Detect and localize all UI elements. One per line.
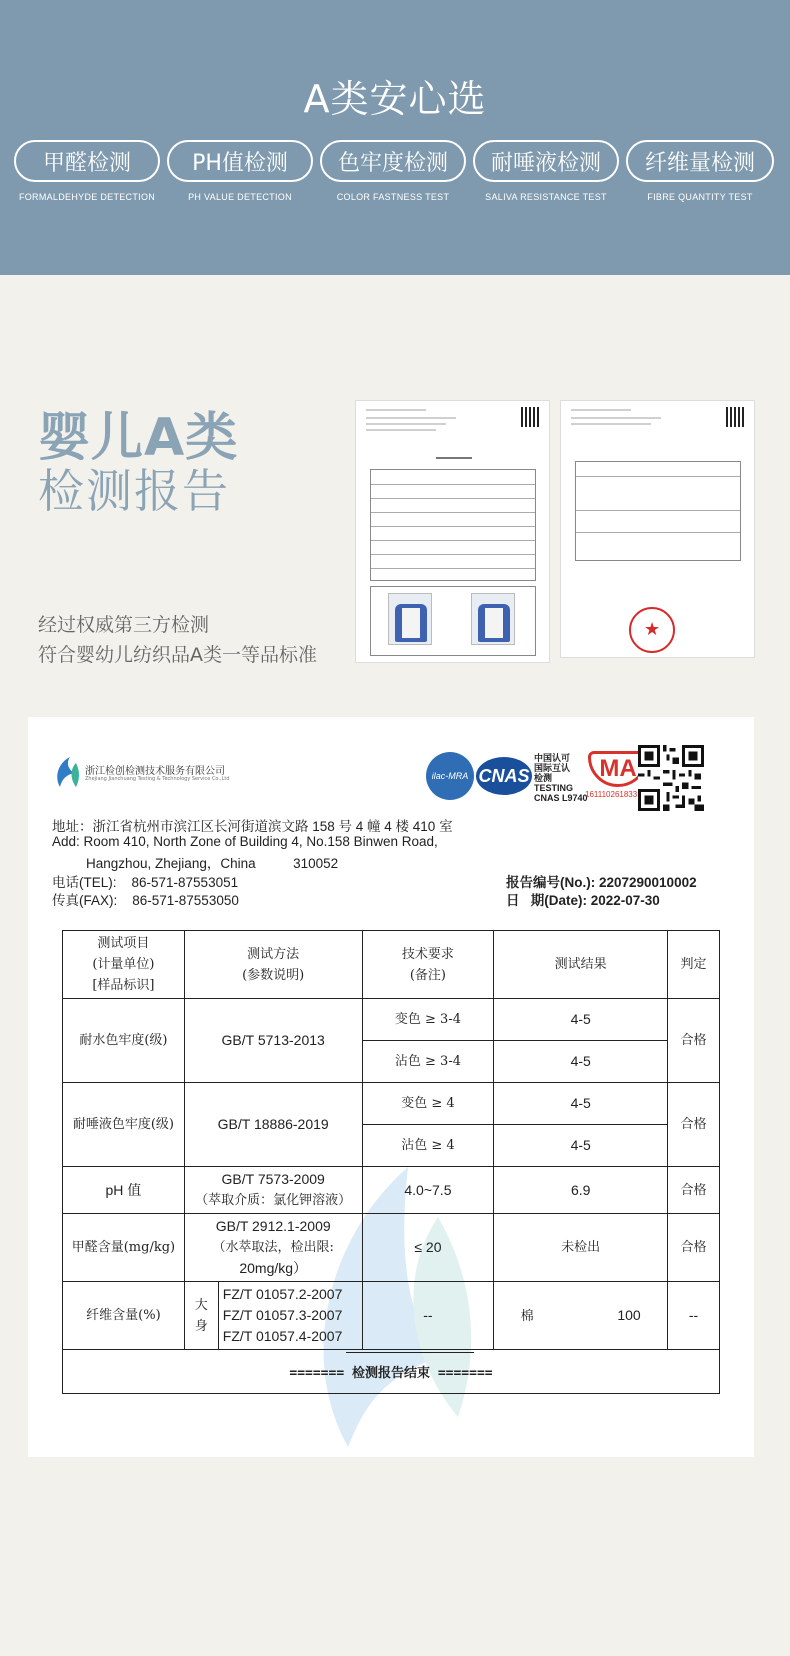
row-result: 4-5 xyxy=(494,999,668,1041)
fax: 传真(FAX): 86-571-87553050 xyxy=(52,893,239,908)
row-method: GB/T 18886-2019 xyxy=(184,1083,362,1167)
test-caption-color-fastness: COLOR FASTNESS TEST xyxy=(336,192,450,202)
row-item-water-fastness: 耐水色牢度(级) xyxy=(63,999,185,1083)
row-result: 未检出 xyxy=(494,1214,668,1282)
row-requirement: 沾色 ≥ 3-4 xyxy=(362,1041,494,1083)
company-name: 浙江检创检测技术服务有限公司 xyxy=(85,766,225,777)
row-method: GB/T 5713-2013 xyxy=(184,999,362,1083)
table-header-row xyxy=(63,931,720,999)
table-row xyxy=(63,1214,720,1282)
intro-desc-line1: 经过权威第三方检测 xyxy=(38,614,210,636)
garment-photo-front xyxy=(388,593,432,645)
report-thumbnail-page1 xyxy=(355,400,550,663)
test-badge-formaldehyde: 甲醛检测 xyxy=(14,140,160,182)
row-judgement: -- xyxy=(668,1282,720,1350)
row-result: 4-5 xyxy=(494,1041,668,1083)
qr-code-icon xyxy=(638,745,704,811)
header-requirement: 技术要求 (备注) xyxy=(362,931,494,999)
qr-code-icon xyxy=(521,407,541,427)
header-test-method: 测试方法 (参数说明) xyxy=(184,931,362,999)
intro-desc-line2: 符合婴幼儿纺织品A类一等品标准 xyxy=(38,644,317,666)
row-requirement: 4.0~7.5 xyxy=(362,1167,494,1214)
test-caption-saliva: SALIVA RESISTANCE TEST xyxy=(485,192,607,202)
row-part: 大身 xyxy=(184,1282,218,1350)
header-band xyxy=(0,0,790,275)
garment-photo-back xyxy=(471,593,515,645)
qr-code-icon xyxy=(726,407,746,427)
official-seal-icon: ★ xyxy=(629,607,675,653)
test-badge-fibre: 纤维量检测 xyxy=(626,140,774,182)
intro-heading-line2: 检测报告 xyxy=(38,464,230,518)
test-caption-ph: PH VALUE DETECTION xyxy=(188,192,292,202)
table-row xyxy=(63,1282,720,1350)
row-requirement: 沾色 ≥ 4 xyxy=(362,1125,494,1167)
row-item-saliva-fastness: 耐唾液色牢度(级) xyxy=(63,1083,185,1167)
intro-heading-line1: 婴儿A类 xyxy=(38,408,239,468)
row-requirement: -- xyxy=(362,1282,494,1350)
address-cn: 地址：浙江省杭州市滨江区长河街道滨文路 158 号 4 幢 4 楼 410 室 xyxy=(52,819,453,834)
page-title: A类安心选 xyxy=(303,77,487,121)
cma-logo: MA xyxy=(588,751,648,787)
row-requirement: 变色 ≥ 3-4 xyxy=(362,999,494,1041)
row-judgement: 合格 xyxy=(668,999,720,1083)
row-item-ph: pH 值 xyxy=(63,1167,185,1214)
telephone: 电话(TEL): 86-571-87553051 xyxy=(52,875,239,890)
test-badge-color-fastness: 色牢度检测 xyxy=(320,140,466,182)
row-judgement: 合格 xyxy=(668,1167,720,1214)
report-end-text: ======= 检测报告结束 ======= xyxy=(289,1366,493,1381)
row-method: GB/T 2912.1-2009 （水萃取法，检出限: 20mg/kg） xyxy=(184,1214,362,1282)
cnas-logo: CNAS xyxy=(476,757,532,795)
table-row xyxy=(63,999,720,1041)
row-item-formaldehyde: 甲醛含量(mg/kg) xyxy=(63,1214,185,1282)
row-item-fibre: 纤维含量(%) xyxy=(63,1282,185,1350)
test-caption-fibre: FIBRE QUANTITY TEST xyxy=(647,192,753,202)
table-row xyxy=(63,1083,720,1125)
ilac-mra-logo: ilac-MRA xyxy=(426,752,474,800)
row-requirement: ≤ 20 xyxy=(362,1214,494,1282)
row-requirement: 变色 ≥ 4 xyxy=(362,1083,494,1125)
company-name-en: Zhejiang Jianchuang Testing & Technology Service Co.,Ltd xyxy=(85,776,230,782)
test-badge-saliva: 耐唾液检测 xyxy=(473,140,619,182)
row-result: 4-5 xyxy=(494,1083,668,1125)
row-result: 6.9 xyxy=(494,1167,668,1214)
divider xyxy=(346,1352,474,1353)
row-method: GB/T 7573-2009 （萃取介质：氯化钾溶液） xyxy=(184,1167,362,1214)
test-badge-ph: PH值检测 xyxy=(167,140,313,182)
test-results-table xyxy=(62,930,720,1394)
row-judgement: 合格 xyxy=(668,1083,720,1167)
header-result: 测试结果 xyxy=(494,931,668,999)
row-judgement: 合格 xyxy=(668,1214,720,1282)
company-logo-icon xyxy=(52,755,82,789)
header-test-item: 测试项目 (计量单位) [样品标识] xyxy=(63,931,185,999)
cma-number: 161110261833 xyxy=(585,790,638,799)
row-result: 棉 100 xyxy=(494,1282,668,1350)
report-thumbnail-page2 xyxy=(560,400,755,658)
address-en-line1: Add: Room 410, North Zone of Building 4, No.158 Binwen Road, xyxy=(52,834,438,849)
address-en-line2: Hangzhou, Zhejiang，China 310052 xyxy=(86,856,339,871)
test-caption-formaldehyde: FORMALDEHYDE DETECTION xyxy=(18,192,156,202)
table-row xyxy=(63,1167,720,1214)
row-method: FZ/T 01057.2-2007 FZ/T 01057.3-2007 FZ/T 01057.4-2007 xyxy=(218,1282,362,1350)
cnas-accreditation-text: 中国认可 国际互认 检测 TESTING CNAS L9740 xyxy=(534,753,588,803)
report-number: 报告编号(No.): 2207290010002 xyxy=(506,875,697,890)
header-judgement: 判定 xyxy=(668,931,720,999)
test-report-card xyxy=(28,717,754,1457)
row-result: 4-5 xyxy=(494,1125,668,1167)
report-date: 日 期(Date): 2022-07-30 xyxy=(506,893,660,908)
